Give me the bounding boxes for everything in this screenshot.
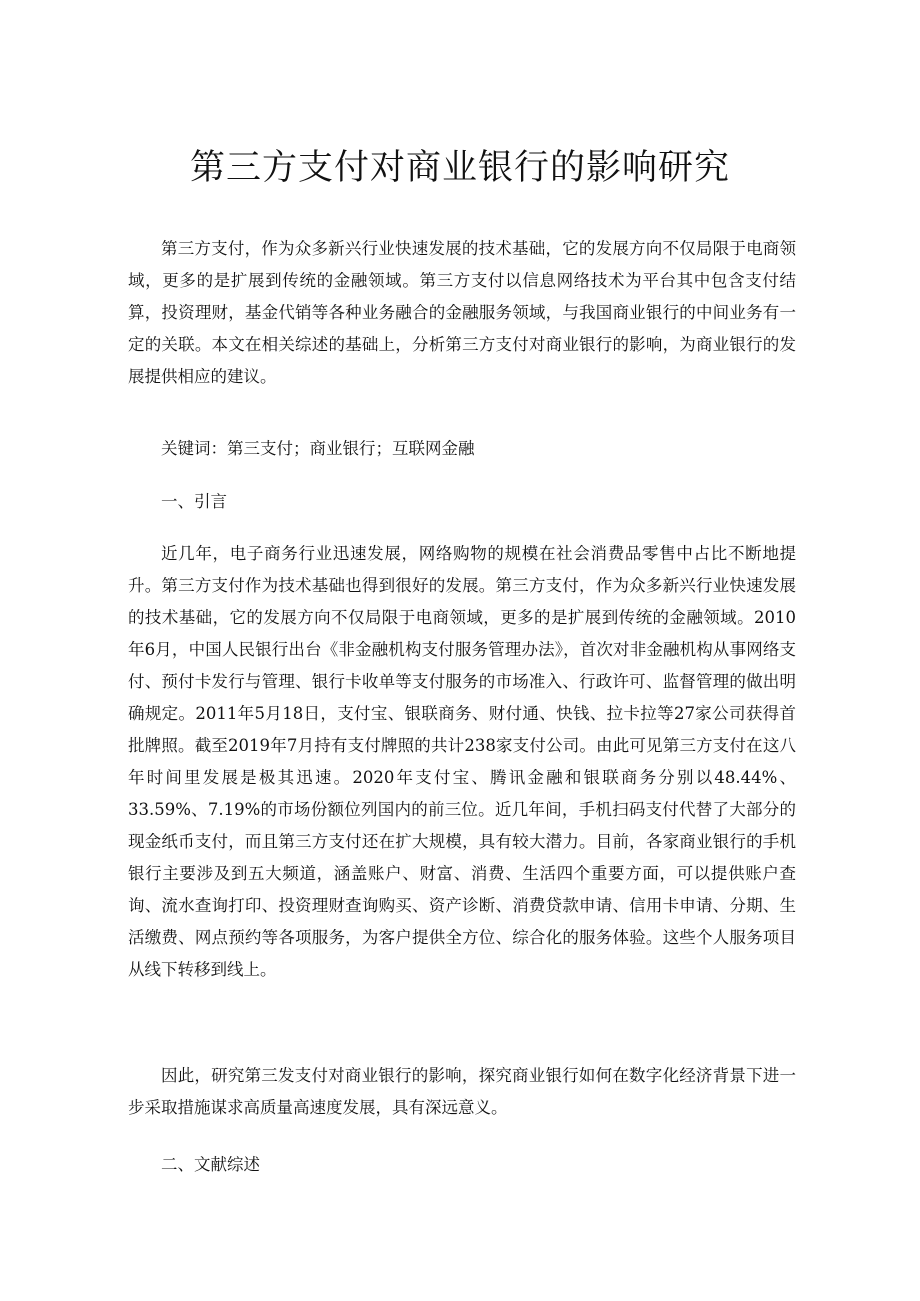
introduction-paragraph: 近几年，电子商务行业迅速发展，网络购物的规模在社会消费品零售中占比不断地提升。第三方支付作为技术基础也得到很好的发展。第三方支付，作为众多新兴行业快速发展的技术基础，它的发展方向不仅局限于电商领域，更多的是扩展到传统的金融领域。2010年6月，中国人民银行出台《非金融机构支付服务管理办法》，首次对非金融机构从事网络支付、预付卡发行与管理、银行卡收单等支付服务的市场准入、行政许可、监督管理的做出明确规定。2011年5月18日，支付宝、银联商务、财付通、快钱、拉卡拉等27家公司获得首批牌照。截至2019年7月持有支付牌照的共计238家支付公司。由此可见第三方支付在这八年时间里发展是极其迅速。2020年支付宝、腾讯金融和银联商务分别以48.44%、33.59%、7.19%的市场份额位列国内的前三位。近几年间，手机扫码支付代替了大部分的现金纸币支付，而且第三方支付还在扩大规模，具有较大潜力。目前，各家商业银行的手机银行主要涉及到五大频道，涵盖账户、财富、消费、生活四个重要方面，可以提供账户查询、流水查询打印、投资理财查询购买、资产诊断、消费贷款申请、信用卡申请、分期、生活缴费、网点预约等各项服务，为客户提供全方位、综合化的服务体验。这些个人服务项目从线下转移到线上。 xyxy=(128,544,796,979)
introduction-conclusion-paragraph: 因此，研究第三发支付对商业银行的影响，探究商业银行如何在数字化经济背景下进一步采取措施谋求高质量高速度发展，具有深远意义。 xyxy=(128,1066,796,1117)
abstract-paragraph: 第三方支付，作为众多新兴行业快速发展的技术基础，它的发展方向不仅局限于电商领域，更多的是扩展到传统的金融领域。第三方支付以信息网络技术为平台其中包含支付结算，投资理财，基金代销等各种业务融合的金融服务领域，与我国商业银行的中间业务有一定的关联。本文在相关综述的基础上，分析第三方支付对商业银行的影响，为商业银行的发展提供相应的建议。 xyxy=(128,239,796,386)
section-heading-literature-review: 二、文献综述 xyxy=(161,1155,260,1174)
document-title: 第三方支付对商业银行的影响研究 xyxy=(189,148,730,188)
section-heading-introduction: 一、引言 xyxy=(161,492,227,511)
keywords-line: 关键词：第三支付；商业银行；互联网金融 xyxy=(161,439,475,458)
